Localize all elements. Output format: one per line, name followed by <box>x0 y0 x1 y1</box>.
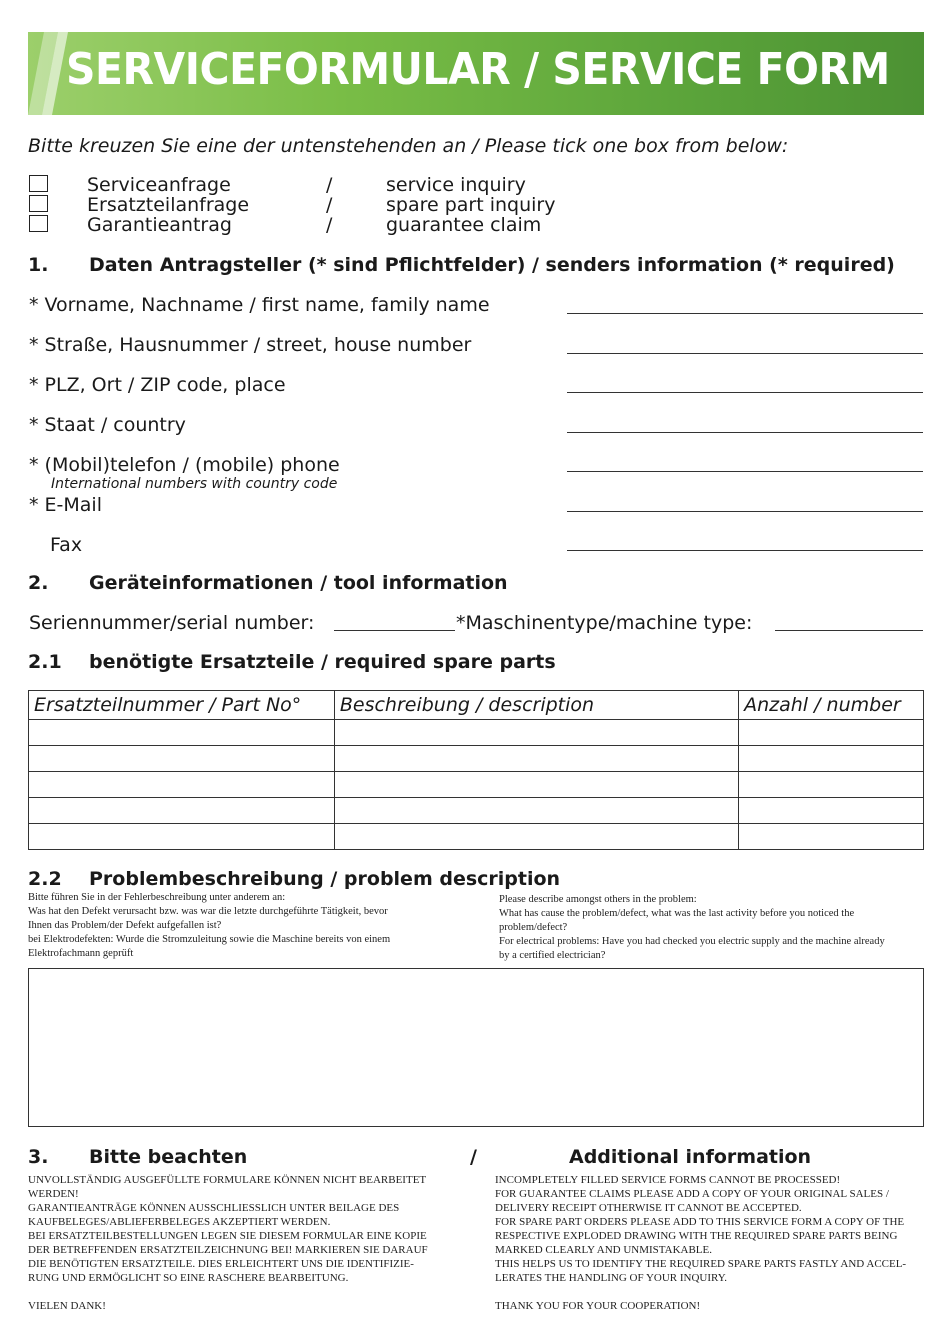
instruction-line: problem/defect? <box>499 922 568 933</box>
street-field[interactable] <box>567 353 923 354</box>
note-line: RESPECTIVE EXPLODED DRAWING WITH THE REQUIRED SPARE PARTS BEING <box>495 1230 898 1242</box>
part-no-cell[interactable] <box>29 824 335 850</box>
instruction-line: bei Elektrodefekten: Wurde die Stromzuleitung sowie die Maschine bereits von einem <box>28 934 391 945</box>
thanks-de: VIELEN DANK! <box>28 1300 106 1312</box>
instruction-line: by a certified electrician? <box>499 950 606 961</box>
checkbox-spare-part-inquiry[interactable] <box>29 195 48 212</box>
country-field[interactable] <box>567 432 923 433</box>
part-no-cell[interactable] <box>29 720 335 746</box>
part-no-cell[interactable] <box>29 746 335 772</box>
table-row <box>29 720 924 746</box>
note-line: INCOMPLETELY FILLED SERVICE FORMS CANNOT BE PROCESSED! <box>495 1174 841 1186</box>
note-line: FOR SPARE PART ORDERS PLEASE ADD TO THIS SERVICE FORM A COPY OF THE <box>495 1216 905 1228</box>
machine-type-label: *Maschinentype/machine type: <box>456 612 753 634</box>
section-3-title-de: Bitte beachten <box>89 1146 248 1168</box>
intro-text: Bitte kreuzen Sie eine der untenstehenden an / Please tick one box from below: <box>28 135 789 157</box>
section-1-number: 1. <box>28 254 49 276</box>
problem-instructions-de <box>28 891 468 961</box>
quantity-cell[interactable] <box>739 720 924 746</box>
section-22-title: Problembeschreibung / problem description <box>89 868 561 890</box>
option-label-de: Ersatzteilanfrage <box>87 194 250 216</box>
instruction-line: Please describe amongst others in the problem: <box>499 894 697 905</box>
problem-instructions-en <box>499 893 939 963</box>
section-2-number: 2. <box>28 572 49 594</box>
section-21-title: benötigte Ersatzteile / required spare parts <box>89 651 556 673</box>
note-line: DER BETREFFENDEN ERSATZTEILZEICHNUNG BEI! MARKIEREN SIE DARAUF <box>28 1244 428 1256</box>
thanks-en: THANK YOU FOR YOUR COOPERATION! <box>495 1300 701 1312</box>
zip-place-field[interactable] <box>567 392 923 393</box>
part-no-cell[interactable] <box>29 798 335 824</box>
note-line: LERATES THE HANDLING OF YOUR INQUIRY. <box>495 1272 728 1284</box>
serial-number-field[interactable] <box>334 630 455 631</box>
table-row <box>29 798 924 824</box>
phone-label: * (Mobil)telefon / (mobile) phone <box>29 454 340 476</box>
instruction-line: Ihnen das Problem/der Defekt aufgefallen ist? <box>28 920 222 931</box>
section-2-title: Geräteinformationen / tool information <box>89 572 508 594</box>
note-line: FOR GUARANTEE CLAIMS PLEASE ADD A COPY OF YOUR ORIGINAL SALES / <box>495 1188 889 1200</box>
note-line: THIS HELPS US TO IDENTIFY THE REQUIRED SPARE PARTS FASTLY AND ACCEL- <box>495 1258 907 1270</box>
section-3-separator: / <box>470 1146 477 1168</box>
zip-place-label: * PLZ, Ort / ZIP code, place <box>29 374 286 396</box>
name-field[interactable] <box>567 313 923 314</box>
quantity-cell[interactable] <box>739 746 924 772</box>
column-header-description: Beschreibung / description <box>334 691 738 720</box>
note-line: GARANTIEANTRÄGE KÖNNEN AUSSCHLIESSLICH UNTER BEILAGE DES <box>28 1202 400 1214</box>
option-label-en: spare part inquiry <box>386 194 556 216</box>
instruction-line: Elektrofachmann geprüft <box>28 948 134 959</box>
section-3-number: 3. <box>28 1146 49 1168</box>
option-label-en: service inquiry <box>386 174 526 196</box>
form-title: SERVICEFORMULAR / SERVICE FORM <box>66 44 890 95</box>
section-3-title-en: Additional information <box>569 1146 812 1168</box>
column-header-part-no: Ersatzteilnummer / Part No° <box>29 691 335 720</box>
note-line: BEI ERSATZTEILBESTELLUNGEN LEGEN SIE DIESEM FORMULAR EINE KOPIE <box>28 1230 427 1242</box>
note-line: DIE BENÖTIGTEN ERSATZTEILE. DIES ERLEICHTERT UNS DIE IDENTIFIZIE- <box>28 1258 414 1270</box>
spare-parts-table <box>28 690 924 850</box>
description-cell[interactable] <box>334 772 738 798</box>
fax-label: Fax <box>50 534 83 556</box>
note-line: KAUFBELEGES/ABLIEFERBELEGES AKZEPTIERT WERDEN. <box>28 1216 331 1228</box>
note-line: WERDEN! <box>28 1188 79 1200</box>
option-label-de: Garantieantrag <box>87 214 232 236</box>
quantity-cell[interactable] <box>739 798 924 824</box>
phone-hint: International numbers with country code <box>51 476 338 492</box>
serial-number-label: Seriennummer/serial number: <box>29 612 315 634</box>
instruction-line: For electrical problems: Have you had checked you electric supply and the machine already <box>499 936 885 947</box>
notes-en <box>495 1173 935 1285</box>
logo-stripes-icon <box>28 32 70 115</box>
note-line: UNVOLLSTÄNDIG AUSGEFÜLLTE FORMULARE KÖNNEN NICHT BEARBEITET <box>28 1174 427 1186</box>
street-label: * Straße, Hausnummer / street, house number <box>29 334 472 356</box>
problem-description-field[interactable] <box>28 968 924 1127</box>
note-line: DELIVERY RECEIPT OTHERWISE IT CANNOT BE ACCEPTED. <box>495 1202 802 1214</box>
description-cell[interactable] <box>334 824 738 850</box>
instruction-line: What has cause the problem/defect, what was the last activity before you noticed the <box>499 908 855 919</box>
option-separator: / <box>326 174 333 196</box>
email-field[interactable] <box>567 511 923 512</box>
option-label-en: guarantee claim <box>386 214 542 236</box>
fax-field[interactable] <box>567 550 923 551</box>
section-21-number: 2.1 <box>28 651 62 673</box>
notes-de <box>28 1173 478 1285</box>
section-22-number: 2.2 <box>28 868 62 890</box>
checkbox-service-inquiry[interactable] <box>29 175 48 192</box>
section-1-title: Daten Antragsteller (* sind Pflichtfelder) / senders information (* required) <box>89 254 895 276</box>
instruction-line: Was hat den Defekt verursacht bzw. was war die letzte durchgeführte Tätigkeit, bevor <box>28 906 388 917</box>
quantity-cell[interactable] <box>739 772 924 798</box>
table-header-row <box>29 691 924 720</box>
column-header-number: Anzahl / number <box>739 691 924 720</box>
description-cell[interactable] <box>334 798 738 824</box>
option-separator: / <box>326 214 333 236</box>
name-label: * Vorname, Nachname / first name, family name <box>29 294 490 316</box>
option-label-de: Serviceanfrage <box>87 174 231 196</box>
note-line: RUNG UND ERMÖGLICHT SO EINE RASCHERE BEARBEITUNG. <box>28 1272 349 1284</box>
description-cell[interactable] <box>334 720 738 746</box>
note-line: MARKED CLEARLY AND UNMISTAKABLE. <box>495 1244 712 1256</box>
phone-field[interactable] <box>567 471 923 472</box>
quantity-cell[interactable] <box>739 824 924 850</box>
machine-type-field[interactable] <box>775 630 923 631</box>
table-row <box>29 824 924 850</box>
table-row <box>29 772 924 798</box>
option-separator: / <box>326 194 333 216</box>
country-label: * Staat / country <box>29 414 186 436</box>
description-cell[interactable] <box>334 746 738 772</box>
part-no-cell[interactable] <box>29 772 335 798</box>
email-label: * E-Mail <box>29 494 102 516</box>
instruction-line: Bitte führen Sie in der Fehlerbeschreibung unter anderem an: <box>28 892 286 903</box>
checkbox-guarantee-claim[interactable] <box>29 215 48 232</box>
table-row <box>29 746 924 772</box>
